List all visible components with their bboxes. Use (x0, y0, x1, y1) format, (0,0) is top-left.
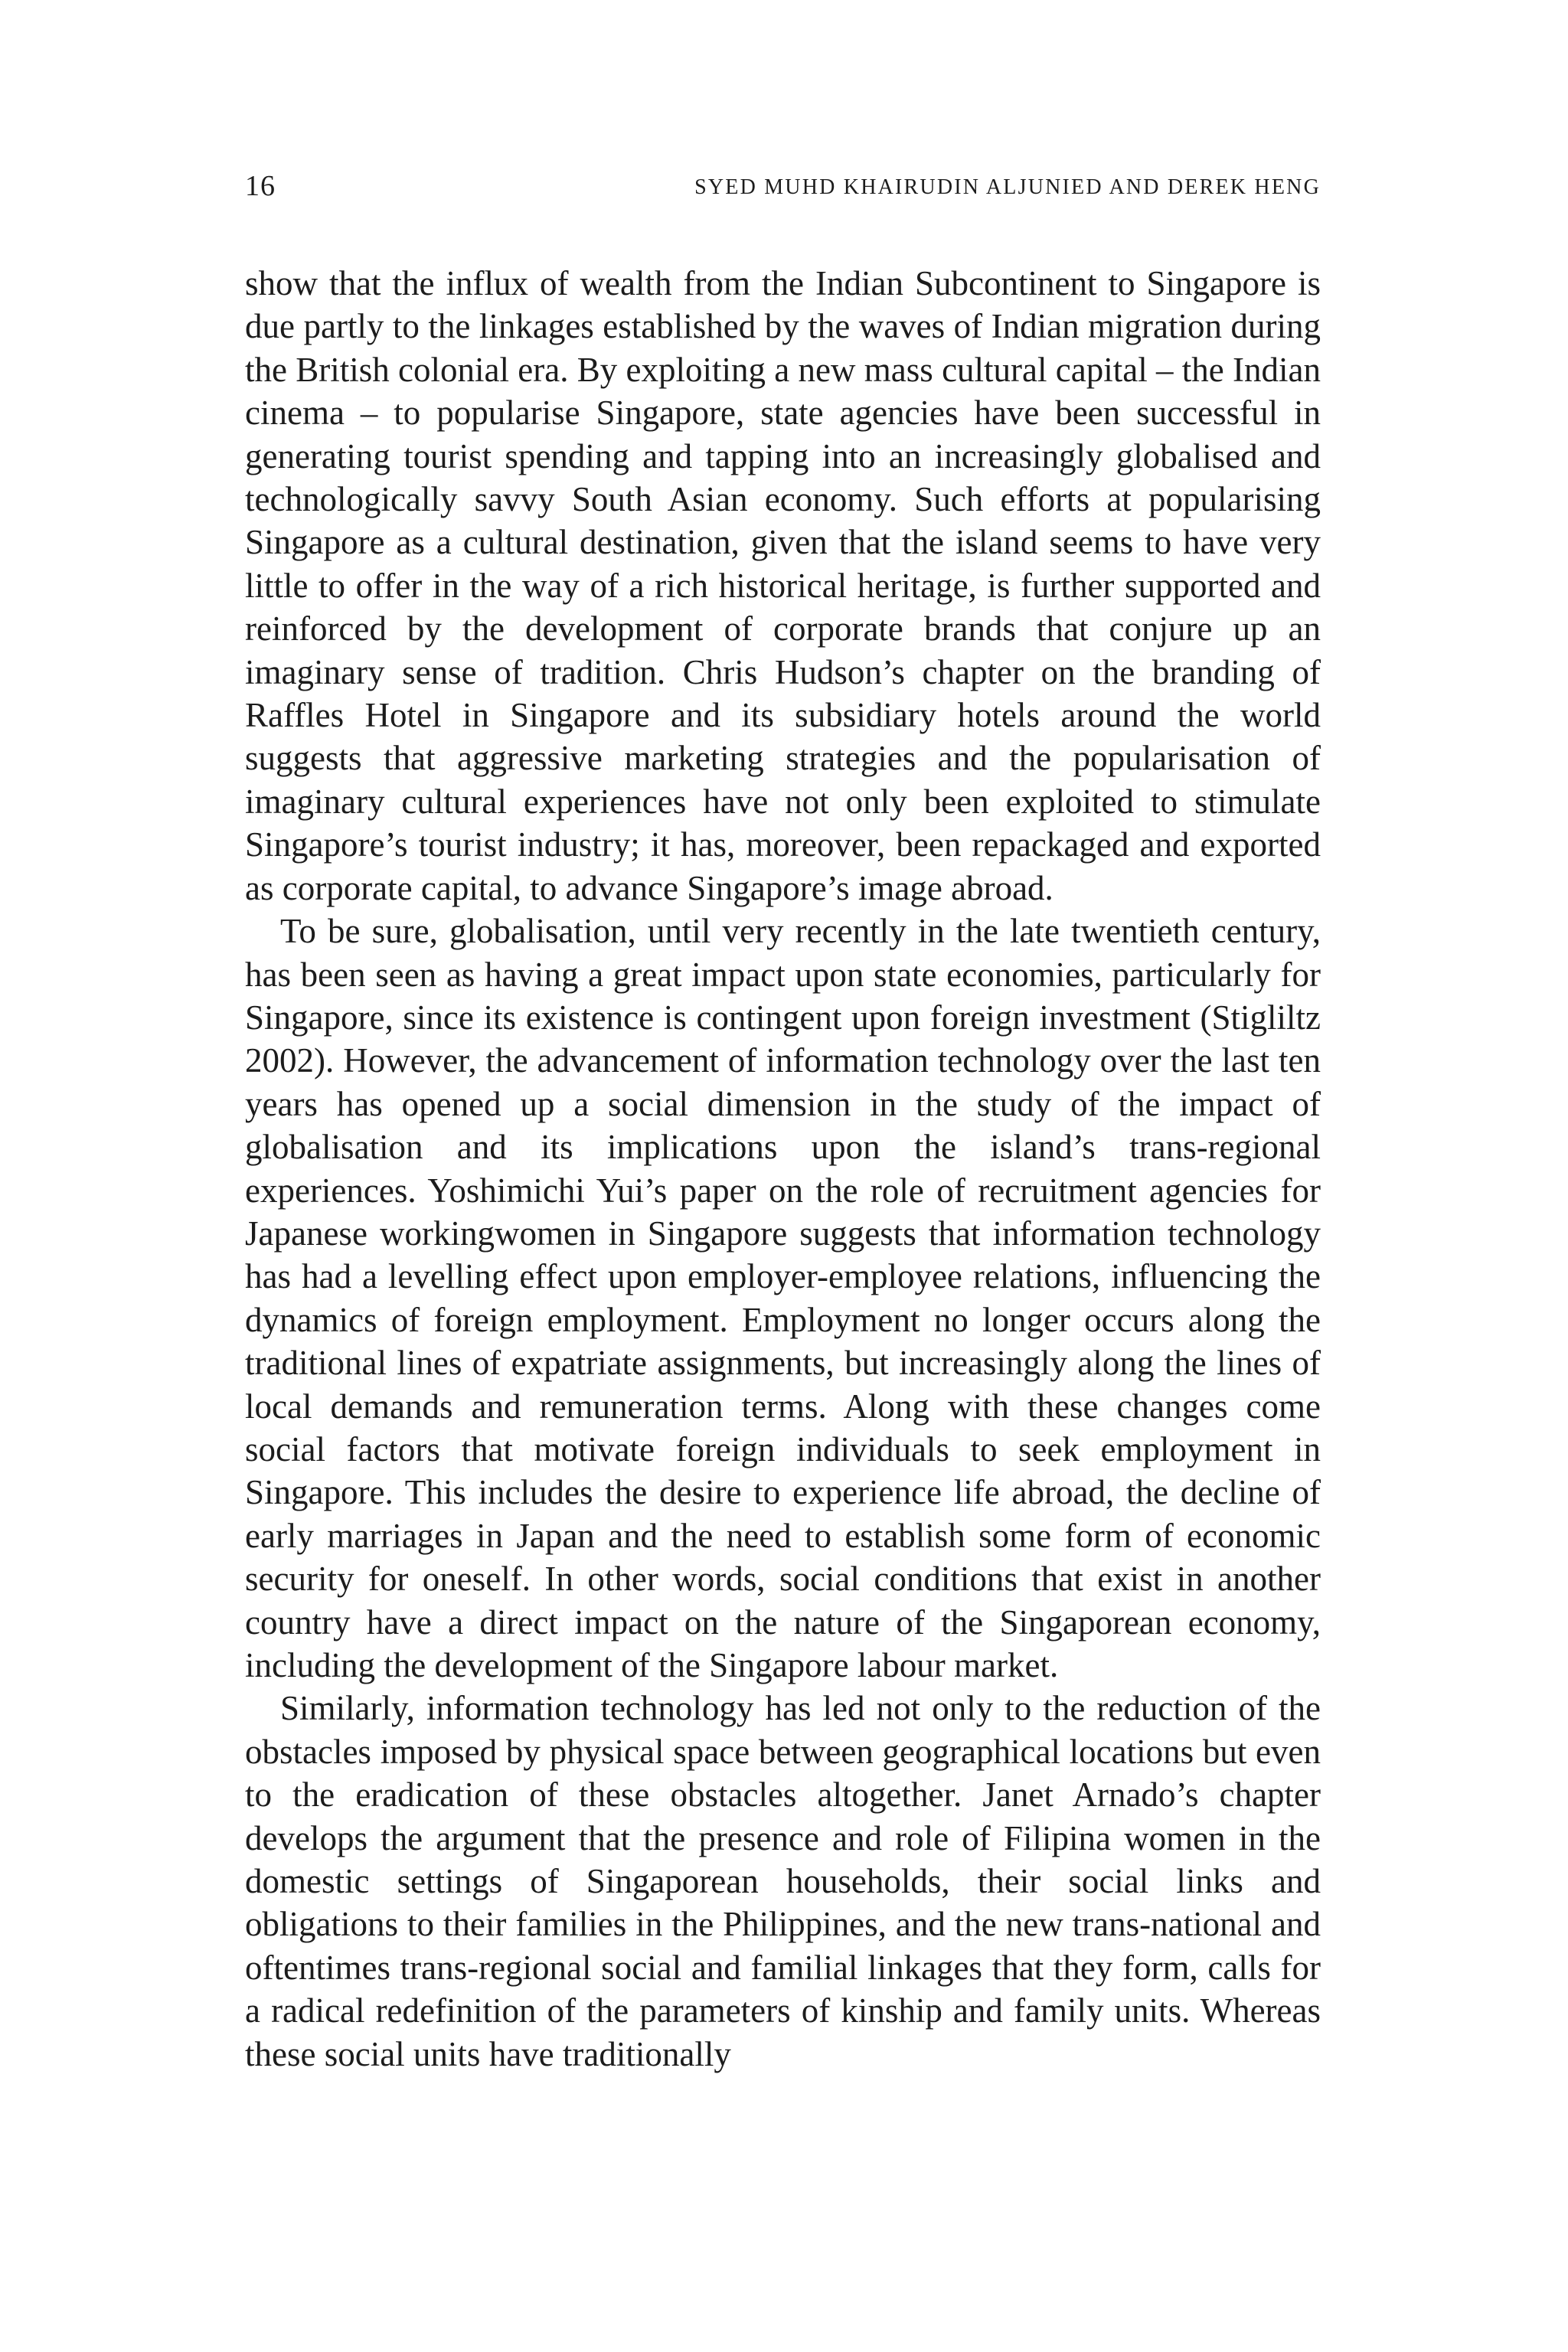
running-title: SYED MUHD KHAIRUDIN ALJUNIED AND DEREK HENG (694, 175, 1321, 199)
paragraph-information-technology: Similarly, information technology has led not only to the reduction of the obstacles imposed by physical space between geographical locations but even to the eradication of these obstacles altogether. Janet Arnado’s chapter develops the argument that the presence and role of Filipina women in the domestic settings of Singaporean households, their social links and obligations to their families in the Philippines, and the new trans-national and oftentimes trans-regional social and familial linkages that they form, calls for a radical redefinition of the parameters of kinship and family units. Whereas these social units have traditionally (245, 1689, 1321, 2073)
running-head (245, 167, 1321, 205)
body-text (245, 262, 1321, 2076)
book-page (245, 0, 1321, 2352)
paragraph-globalisation: To be sure, globalisation, until very recently in the late twentieth century, has been seen as having a great impact upon state economies, particularly for Singapore, since its existence is contingent upon foreign investment (Stigliltz 2002). However, the advancement of information technology over the last ten years has opened up a social dimension in the study of the impact of globalisation and its implications upon the island’s trans-regional experiences. Yoshimichi Yui’s paper on the role of recruitment agencies for Japanese workingwomen in Singapore suggests that information technology has had a levelling effect upon employer-employee relations, influencing the dynamics of foreign employment. Employment no longer occurs along the traditional lines of expatriate assignments, but increasingly along the lines of local demands and remuneration terms. Along with these changes come social factors that motivate foreign individuals to seek employment in Singapore. This includes the desire to experience life abroad, the decline of early marriages in Japan and the need to establish some form of economic security for oneself. In other words, social conditions that exist in another country have a direct impact on the nature of the Singaporean economy, including the development of the Singapore labour market. (245, 912, 1321, 1684)
page-number: 16 (245, 170, 276, 202)
paragraph-continued: show that the influx of wealth from the Indian Subcontinent to Singapore is due partly to the linkages established by the waves of Indian migration during the British colonial era. By exploiting a new mass cultural capital – the Indian cinema – to popularise Singapore, state agencies have been successful in generating tourist spending and tapping into an increasingly globalised and technologically savvy South Asian economy. Such efforts at popularising Singapore as a cultural destination, given that the island seems to have very little to offer in the way of a rich historical heritage, is further supported and reinforced by the development of corporate brands that conjure up an imaginary sense of tradition. Chris Hudson’s chapter on the branding of Raffles Hotel in Singapore and its subsidiary hotels around the world suggests that aggressive marketing strategies and the popularisation of imaginary cultural experiences have not only been exploited to stimulate Singapore’s tourist industry; it has, moreover, been repackaged and exported as corporate capital, to advance Singapore’s image abroad. (245, 264, 1321, 907)
